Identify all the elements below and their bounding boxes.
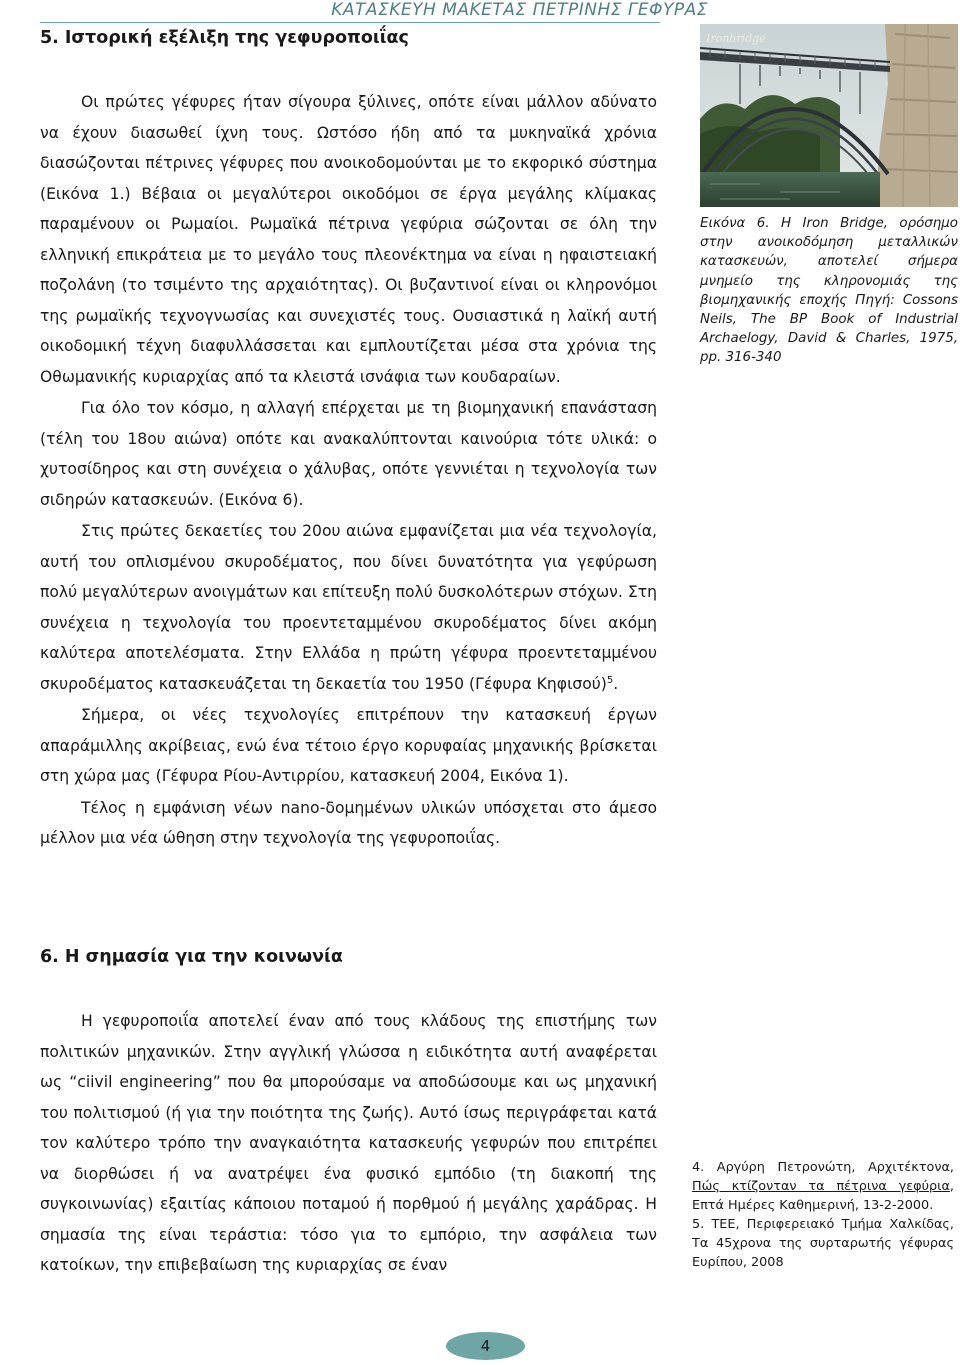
footnote-ref: 5 (606, 674, 614, 686)
header-rule (40, 22, 660, 23)
section-6-body (40, 1006, 657, 1281)
paragraph (40, 516, 657, 699)
footnote-text: , Επτά Ημέρες Καθημερινή, 13-2-2000. (692, 1178, 954, 1213)
paragraph: Τέλος η εμφάνιση νέων nano-δομημένων υλικών υπόσχεται στο άμεσο μέλλον μια νέα ώθηση στην τεχνολογία της γεφυροποιΐας. (40, 798, 657, 847)
paragraph: Η γεφυροποιΐα αποτελεί έναν από τους κλάδους της επιστήμης των πολιτικών μηχανικών. Στην αγγλική γλώσσα η ειδικότητα αυτή αναφέρεται ως “ciivil engineering” που θα μπορούσαμε να αποδώσουμε και ως μηχανική του πολιτισμού (ή για την ποιότητα της ζωής). Αυτό ίσως περιγράφεται κατά τον καλύτερο τρόπο την αναγκαιότητα κατασκευής γεφυρών που επιτρέπει να διορθώσει ή να ανατρέψει ένα φυσικό εμπόδιο (τη διακοπή της συγκοινωνίας) εξαιτίας κάποιου ποταμού ή πορθμού ή μεγάλης χαράδρας. Η σημασία της είναι τεράστια: τόσο για το εμπόριο, την ασφάλεια των κατοίκων, την επιβεβαίωση της κυριαρχίας σε έναν (40, 1012, 657, 1274)
footnote-4 (692, 1159, 954, 1216)
caption-source-label: Πηγή: (855, 292, 895, 308)
paragraph-end: . (613, 674, 619, 693)
page-number: 4 (480, 1337, 491, 1355)
paragraph: Για όλο τον κόσμο, η αλλαγή επέρχεται με τη βιομηχανική επανάσταση (τέλη του 18ου αιώνα) οπότε και ανακαλύπτονται καινούρια τότε υλικά: ο χυτοσίδηρος και στη συνέχεια ο χάλυβας, οπότε γεννιέται η τεχνολογία των σιδηρών κατασκευών. (Εικόνα 6). (40, 399, 657, 509)
paragraph: Σήμερα, οι νέες τεχνολογίες επιτρέπουν την κατασκευή έργων απαράμιλλης ακρίβειας, ενώ ένα τέτοιο έργο κορυφαίας μηχανικής βρίσκεται στη χώρα μας (Γέφυρα Ρίου-Αντιρρίου, κατασκευή 2004, Εικόνα 1). (40, 706, 657, 785)
footnotes (692, 1159, 954, 1272)
section-5-heading: 5. Ιστορική εξέλιξη της γεφυροποιΐας (40, 28, 409, 48)
paragraph-text: Στις πρώτες δεκαετίες του 20ου αιώνα εμφανίζεται μια νέα τεχνολογία, αυτή του οπλισμένου σκυροδέματος, που δίνει δυνατότητα για γεφύρωση πολύ μεγαλύτερων ανοιγμάτων και επίτευξη πολύ δυσκολότερων στόχων. Στη συνέχεια η τεχνολογία του προεντεταμμένου σκυροδέματος δίνει ακόμη καλύτερα αποτελέσματα. Στην Ελλάδα η πρώτη γέφυρα προεντεταμμένου σκυροδέματος κατασκευάζεται τη δεκαετία του 1950 (Γέφυρα Κηφισού) (40, 522, 657, 693)
caption-text: Η Iron Bridge, ορόσημο στην ανοικοδόμηση μεταλλικών κατασκευών, αποτελεί σήμερα μνημείο της κληρονομιάς της βιομηχανικής εποχής (700, 216, 958, 308)
section-6-heading: 6. Η σημασία για την κοινωνία (40, 947, 343, 967)
footnote-text: 4. Αργύρη Πετρονώτη, Αρχιτέκτονα, (692, 1160, 954, 1175)
figure-caption (700, 214, 958, 368)
iron-bridge-photo (700, 24, 958, 207)
paragraph: Οι πρώτες γέφυρες ήταν σίγουρα ξύλινες, οπότε είναι μάλλον αδύνατο να έχουν διασωθεί ίχνη τους. Ωστόσο ήδη από τα μυκηναϊκά χρόνια διασώζονται πέτρινες γέφυρες που ανοικοδομούνται με το εκφορικό σύστημα (Εικόνα 1.) Βέβαια οι μεγαλύτεροι οικοδόμοι σε έργα μεγάλης κλίμακας παραμένουν οι Ρωμαίοι. Ρωμαϊκά πέτρινα γεφύρια σώζονται σε όλη την ελληνική επικράτεια με το μεγάλο τους πλεονέκτημα να είναι η ηφαιστειακή ποζολάνη (το τσιμέντο της αρχαιότητας). Οι βυζαντινοί είναι οι κληρονόμοι της ρωμαϊκής τεχνογνωσίας και συνεχιστές τους. Ουσιαστικά η λαϊκή αυτή οικοδομική τέχνη διαφυλλάσσεται και εμπλουτίζεται μέσα στα χρόνια της Οθωμανικής κυριαρχίας από τα κλειστά ισνάφια των κουδαραίων. (40, 93, 657, 386)
footnote-link[interactable]: Πώς κτίζονταν τα πέτρινα γεφύρια (692, 1178, 950, 1194)
footnote-5: 5. ΤΕΕ, Περιφερειακό Τμήμα Χαλκίδας, Τα 45χρονα της συρταρωτής γέφυρας Ευρίπου, 2008 (692, 1216, 954, 1270)
page-number-badge (446, 1332, 525, 1360)
caption-label: Εικόνα 6. (700, 216, 770, 231)
caption-source: Cossons Neils, The BP Book of Industrial Archaelogy, David & Charles, 1975, pp. 316-340 (700, 292, 958, 366)
svg-text:Ironbridge: Ironbridge (706, 32, 766, 45)
section-5-body (40, 87, 657, 854)
running-header: ΚΑΤΑΣΚΕΥΗ ΜΑΚΕΤΑΣ ΠΕΤΡΙΝΗΣ ΓΕΦΥΡΑΣ (331, 0, 708, 20)
